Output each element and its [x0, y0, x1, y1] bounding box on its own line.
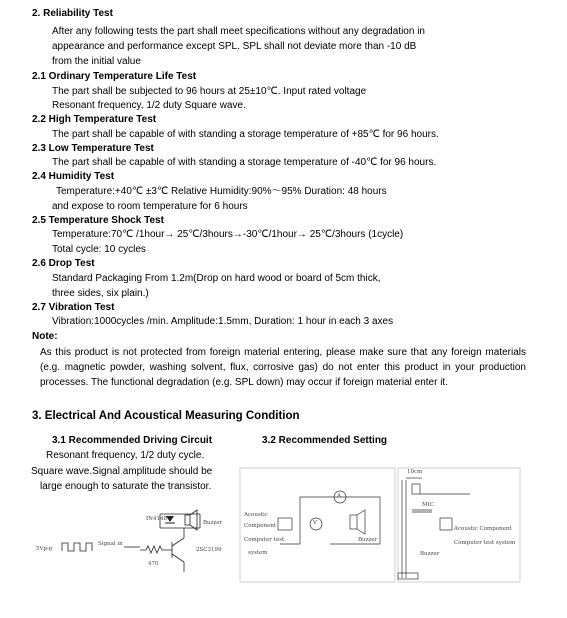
section-2-4-line-2: and expose to room temperature for 6 hours	[52, 201, 248, 212]
section-2-6-line-1: Standard Packaging From 1.2m(Drop on hard wood or board of 5cm thick,	[52, 273, 381, 284]
acoustic-label-1: Acoustic	[244, 512, 268, 518]
section-2-2-title: 2.2 High Temperature Test	[32, 114, 157, 125]
section-2-2-line-1: The part shall be capable of with standing a storage temperature of +85℃ for 96 hours.	[52, 129, 439, 140]
transistor-label: 2SC3199	[196, 547, 222, 553]
setting-buzzer-label: Buzzer	[358, 537, 378, 543]
section-3-title: 3. Electrical And Acoustical Measuring Condition	[32, 410, 300, 422]
intro-line-3: from the initial value	[52, 56, 141, 67]
section-2-5-line-1: Temperature:70℃ /1hour→ 25℃/3hours→-30℃/1hour→ 25℃/3hours (1cycle)	[52, 229, 404, 240]
note-title: Note:	[32, 331, 58, 342]
section-2-7-title: 2.7 Vibration Test	[32, 302, 115, 313]
computer-label-1: Computer test	[244, 537, 285, 543]
section-2-4-title: 2.4 Humidity Test	[32, 171, 115, 182]
computer-label-2: system	[248, 550, 268, 556]
section-2-6-title: 2.6 Drop Test	[32, 258, 95, 269]
section-2-1-line-2: Resonant frequency, 1/2 duty Square wave.	[52, 100, 246, 111]
section-3-1-title: 3.1 Recommended Driving Circuit	[52, 435, 213, 446]
diode-label: IN4148	[146, 516, 167, 522]
intro-line-1: After any following tests the part shall meet specifications without any degradation in	[52, 26, 425, 37]
section-2-4-line-1: Temperature:+40℃ ±3℃ Relative Humidity:90%～95% Duration: 48 hours	[56, 186, 387, 197]
section-2-3-line-1: The part shall be capable of with standing a storage temperature of -40℃ for 96 hours.	[52, 157, 437, 168]
acoustic-label-2: Component	[244, 523, 277, 529]
section-2-7-line-1: Vibration:1000cycles /min. Amplitude:1.5mm, Duration: 1 hour in each 3 axes	[52, 316, 394, 327]
section-2-5-line-2: Total cycle: 10 cycles	[52, 244, 146, 255]
mic-label: MIC	[422, 502, 435, 508]
section-2-1-line-1: The part shall be subjected to 96 hours at 25±10℃. Input rated voltage	[52, 86, 367, 97]
section-3-1-line-2: Square wave.Signal amplitude should be	[31, 466, 213, 477]
voltmeter-label: V	[313, 520, 317, 526]
section-2-6-line-2: three sides, six plain.)	[52, 288, 149, 299]
section-3-2-title: 3.2 Recommended Setting	[262, 435, 388, 446]
section-3-1-line-3: large enough to saturate the transistor.	[40, 481, 212, 492]
ammeter-label: A	[337, 493, 341, 499]
input-voltage-label: 5Vp-p	[36, 546, 53, 552]
signal-in-label: Signal in	[98, 541, 123, 547]
computer-test-label: Computer test system	[454, 540, 516, 546]
dim-top-label: 10cm	[407, 469, 423, 475]
section-2-title: 2. Reliability Test	[32, 8, 113, 19]
section-2-3-title: 2.3 Low Temperature Test	[32, 143, 154, 154]
section-3-1-line-1: Resonant frequency, 1/2 duty cycle.	[46, 450, 205, 461]
acoustic-component-label: Acoustic Component	[454, 526, 512, 532]
note-text: As this product is not protected from foreign material entering, please make sure that any foreign materials (e.g. magnetic powder, washing solvent, flux, corrosive gas) do not enter this product in your production processes. The functional degradation (e.g. SPL down) may occur if foreign material enter it.	[40, 347, 526, 388]
resistor-label: 470	[148, 561, 159, 567]
intro-line-2: appearance and performance except SPL. SPL shall not deviate more than -10 dB	[52, 41, 417, 52]
section-2-1-title: 2.1 Ordinary Temperature Life Test	[32, 71, 197, 82]
buzzer-label: Buzzer	[203, 520, 223, 526]
right-buzzer-label: Buzzer	[420, 551, 440, 557]
section-2-5-title: 2.5 Temperature Shock Test	[32, 215, 164, 226]
